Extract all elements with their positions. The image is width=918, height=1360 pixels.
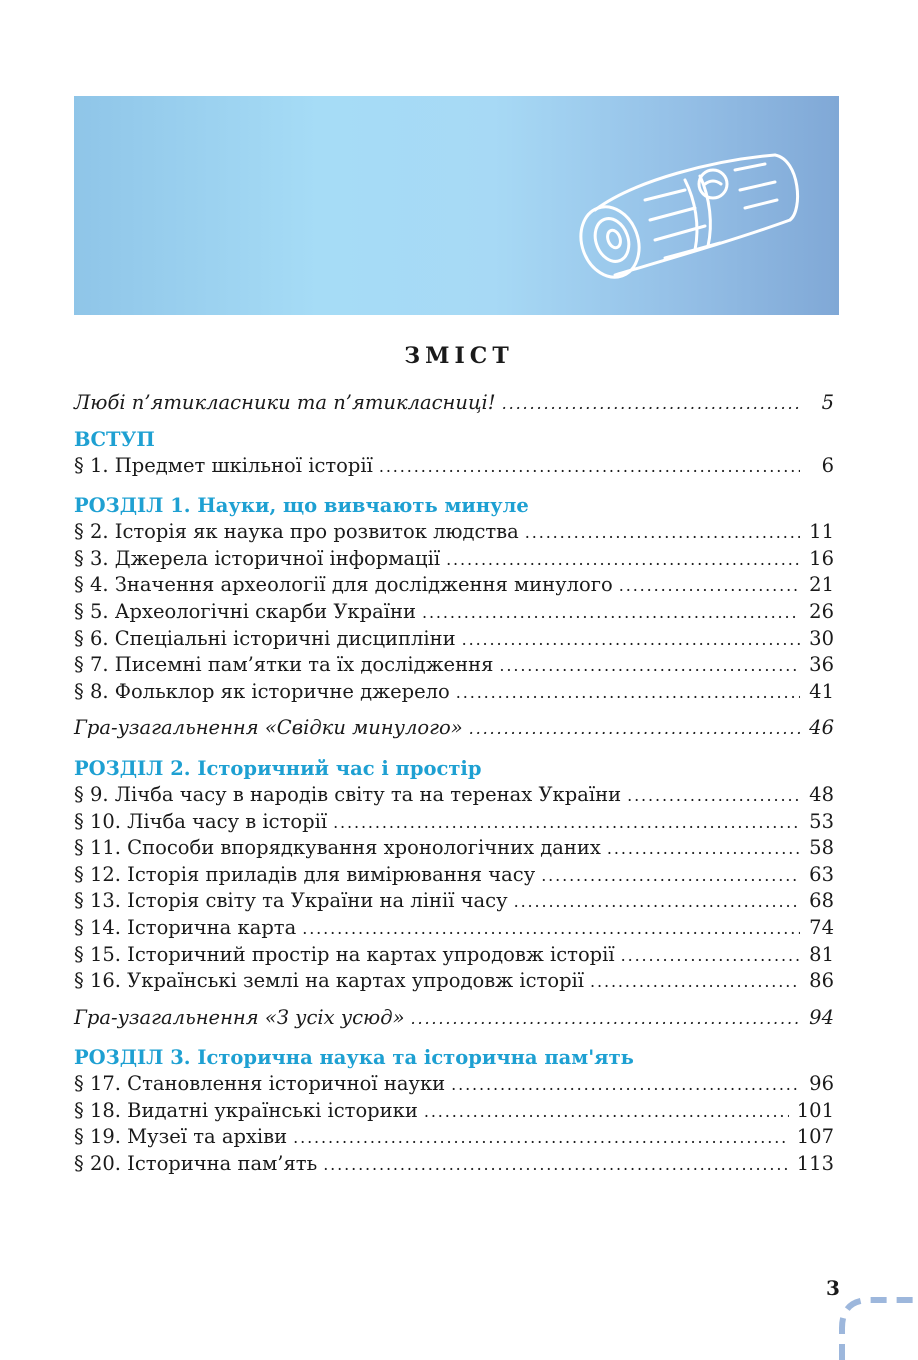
dot-leader	[422, 600, 800, 627]
entry-title: § 13. Історія світу та України на лінії часу	[74, 889, 508, 913]
toc-entry[interactable]	[74, 546, 834, 573]
entry-title: § 9. Лічба часу в народів світу та на теренах України	[74, 782, 622, 806]
entry-title: § 17. Становлення історичної науки	[74, 1072, 446, 1096]
entry-title: § 8. Фольклор як історичне джерело	[74, 679, 450, 703]
page-ref: 74	[809, 915, 834, 939]
page-ref: 101	[796, 1098, 834, 1122]
page-ref: 5	[821, 391, 834, 414]
dot-leader	[627, 783, 800, 810]
entry-title: § 20. Історична пам’ять	[74, 1152, 318, 1176]
toc-entry[interactable]	[74, 888, 834, 915]
dot-leader	[424, 1099, 789, 1126]
entry-title: § 4. Значення археології для дослідження минулого	[74, 573, 613, 597]
toc-entry-game-2[interactable]	[74, 1005, 834, 1032]
entry-title: § 7. Писемні пам’ятки та їх дослідження	[74, 653, 494, 677]
entry-title: § 5. Археологічні скарби України	[74, 599, 416, 623]
toc-entry[interactable]	[74, 862, 834, 889]
section-heading-3: РОЗДІЛ 3. Історична наука та історична пам'ять	[74, 1046, 634, 1070]
page-ref: 96	[809, 1072, 834, 1096]
page-ref: 41	[809, 679, 834, 703]
entry-title: § 3. Джерела історичної інформації	[74, 546, 441, 570]
dot-leader	[302, 916, 800, 943]
dot-leader	[607, 836, 800, 863]
toc-entry[interactable]	[74, 453, 834, 480]
page-ref: 26	[809, 599, 834, 623]
toc-entry[interactable]	[74, 968, 834, 995]
page-ref: 63	[809, 862, 834, 886]
page-ref: 6	[821, 453, 834, 477]
table-of-contents	[74, 390, 834, 1178]
page-ref: 46	[809, 716, 834, 740]
page-ref: 81	[809, 942, 834, 966]
dot-leader	[469, 716, 800, 743]
dot-leader	[323, 1152, 789, 1179]
scroll-icon	[575, 140, 805, 290]
dot-leader	[379, 454, 800, 481]
page-ref: 94	[809, 1005, 834, 1029]
page-ref: 21	[809, 573, 834, 597]
page-ref: 53	[809, 809, 834, 833]
entry-title: § 19. Музеї та архіви	[74, 1125, 288, 1149]
dot-leader	[499, 653, 800, 680]
toc-entry[interactable]	[74, 809, 834, 836]
toc-entry[interactable]	[74, 599, 834, 626]
dot-leader	[446, 547, 800, 574]
toc-entry[interactable]	[74, 835, 834, 862]
section-heading-vstup: ВСТУП	[74, 427, 155, 451]
entry-title: Любі п’ятикласники та п’ятикласниці!	[74, 391, 496, 414]
page-ref: 58	[809, 836, 834, 860]
page-ref: 68	[809, 889, 834, 913]
entry-title: Гра-узагальнення «З усіх усюд»	[74, 1005, 405, 1029]
entry-title: § 6. Спеціальні історичні дисципліни	[74, 626, 456, 650]
toc-entry[interactable]	[74, 915, 834, 942]
toc-entry[interactable]	[74, 782, 834, 809]
entry-title: § 18. Видатні українські історики	[74, 1098, 418, 1122]
toc-entry[interactable]	[74, 626, 834, 653]
dot-leader	[462, 627, 800, 654]
dot-leader	[502, 391, 800, 418]
toc-entry[interactable]	[74, 679, 834, 706]
dot-leader	[541, 863, 800, 890]
toc-entry[interactable]	[74, 1124, 834, 1151]
toc-entry-intro[interactable]	[74, 390, 834, 417]
section-heading-1: РОЗДІЛ 1. Науки, що вивчають минуле	[74, 494, 529, 518]
dot-leader	[456, 680, 800, 707]
page-number: 3	[826, 1276, 840, 1300]
toc-entry[interactable]	[74, 652, 834, 679]
entry-title: § 10. Лічба часу в історії	[74, 809, 328, 833]
toc-entry[interactable]	[74, 519, 834, 546]
entry-title: § 2. Історія як наука про розвиток людства	[74, 520, 519, 544]
entry-title: § 16. Українські землі на картах упродовж історії	[74, 969, 585, 993]
toc-entry[interactable]	[74, 942, 834, 969]
entry-title: § 14. Історична карта	[74, 915, 297, 939]
page-title: ЗМІСТ	[404, 343, 514, 369]
page-ref: 16	[809, 546, 834, 570]
toc-entry[interactable]	[74, 572, 834, 599]
dot-leader	[333, 810, 800, 837]
toc-entry-game-1[interactable]	[74, 715, 834, 742]
page-ref: 86	[809, 969, 834, 993]
page-ref: 36	[809, 653, 834, 677]
toc-entry[interactable]	[74, 1071, 834, 1098]
section-heading-2: РОЗДІЛ 2. Історичний час і простір	[74, 756, 482, 780]
dot-leader	[293, 1125, 789, 1152]
dot-leader	[525, 520, 800, 547]
dot-leader	[514, 889, 800, 916]
dot-leader	[590, 969, 800, 996]
toc-entry[interactable]	[74, 1151, 834, 1178]
dot-leader	[619, 573, 800, 600]
page-ref: 48	[809, 782, 834, 806]
entry-title: § 15. Історичний простір на картах упродовж історії	[74, 942, 615, 966]
toc-entry[interactable]	[74, 1098, 834, 1125]
entry-title: § 12. Історія приладів для вимірювання часу	[74, 862, 536, 886]
dot-leader	[411, 1006, 800, 1033]
page-ref: 30	[809, 626, 834, 650]
page-ref: 113	[796, 1152, 834, 1176]
dot-leader	[621, 943, 800, 970]
dot-leader	[451, 1072, 800, 1099]
page-ref: 107	[796, 1125, 834, 1149]
entry-title: § 11. Способи впорядкування хронологічних даних	[74, 836, 601, 860]
entry-title: § 1. Предмет шкільної історії	[74, 453, 373, 477]
corner-dashed-decoration	[830, 1280, 918, 1360]
page-ref: 11	[809, 520, 834, 544]
entry-title: Гра-узагальнення «Свідки минулого»	[74, 716, 463, 740]
